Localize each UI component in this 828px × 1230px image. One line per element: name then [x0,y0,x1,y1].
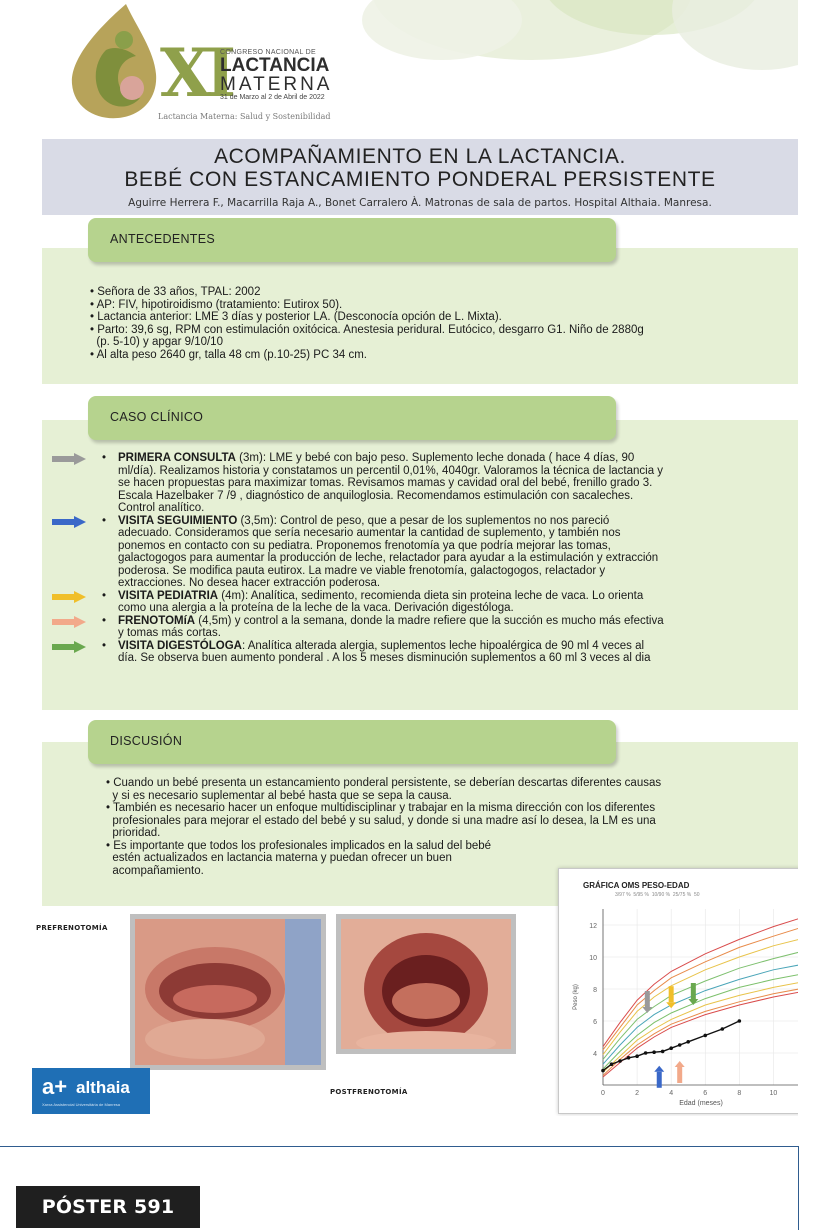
list-item: y si es necesario suplementar al bebé hasta que se sepa la causa. [106,789,452,802]
caso-item-text: (3m): LME y bebé con bajo peso. Suplemento leche donada ( hace 4 días, 90 [235,452,635,464]
event-arrow [645,991,650,1007]
legend-item: 3/97 % [615,892,631,898]
caso-item-frenotomia [52,615,776,640]
althaia-word: althaia [76,1078,130,1097]
discusion-heading: DISCUSIÓN [110,734,183,748]
caso-item-text: : Analítica alterada alergia, suplementos leche hipoalérgica de 90 ml 4 veces al [241,639,645,652]
logo-numeral: XI [160,34,231,112]
althaia-mark [42,1074,67,1100]
blue-arrow-icon [52,516,86,528]
caso-item-text: (4,5m) y control a la semana, donde la madre refiere que la succión es mucho más efectiva [195,614,664,627]
salmon-arrow-icon [52,616,86,628]
caso-item-seguimiento [52,515,776,590]
bullet-dot: • [102,639,107,652]
x-tick-label: 8 [737,1090,742,1097]
title-line-2: BEBÉ CON ESTANCAMIENTO PONDERAL PERSISTENTE [124,168,716,191]
logo-tagline: Lactancia Materna: Salud y Sostenibilidad [158,112,331,121]
baby-weight-point [635,1054,639,1058]
baby-weight-point [644,1051,648,1055]
bullet-dot: • [102,452,107,464]
event-arrow [691,983,696,999]
prefrenotomia-label: PREFRENOTOMÍA [36,924,108,932]
caso-item-title: VISITA SEGUIMIENTO [118,514,238,527]
caso-item-text: se hacen propuestas para maximizar tomas. Revisamos mamas y cavidad oral del bebé, frenillo grado 3. [118,477,653,489]
event-arrow-head [675,1061,685,1067]
list-item: prioridad. [106,827,161,839]
caso-item-text: como una alergia a la proteína de la leche de la vaca. Derivación digestóloga. [118,602,514,614]
bullet-dot: • [102,514,107,527]
caso-item-text: adecuado. Consideramos que sería necesario aumentar la cantidad de suplemento, y también nos [118,527,621,539]
baby-weight-point [738,1019,742,1023]
x-tick-label: 10 [769,1090,778,1097]
baby-weight-point [661,1050,665,1054]
event-arrow-head [654,1066,664,1072]
list-item: • También es necesario hacer un enfoque multidisciplinar y trabajar en la misma dirección con los diferentes [106,802,656,814]
title-line-1: ACOMPAÑAMIENTO EN LA LACTANCIA. [214,145,626,168]
discusion-list [106,777,661,877]
caso-tab [88,396,616,440]
y-axis-label: Peso (kg) [573,984,579,1010]
baby-weight-point [678,1043,682,1047]
caso-item-primera [52,452,776,515]
decorative-leaves [332,0,798,90]
event-arrow [669,986,674,1002]
baby-weight-point [686,1040,690,1044]
poster-number-label: PÓSTER 591 [16,1186,200,1228]
y-tick-label: 10 [589,955,597,962]
legend-item: 50 [694,892,700,898]
discusion-tab [88,720,616,764]
baby-mouth-image [135,919,321,1065]
baby-weight-point [601,1069,605,1073]
caso-item-text: Escala Hazelbaker 7 /9 , diagnóstico de anquiloglosia. Recomendamos estimulación con sacaleches. [118,489,634,502]
title-band [42,139,798,215]
caso-item-text: ponemos en contacto con su pediatra. Proponemos frenotomía ya que podría mejorar las tomas, [118,539,611,552]
caso-item-text: (4m): Analítica, sedimento, recomienda dieta sin proteina leche de vaca. Lo orienta [218,589,644,602]
x-tick-label: 6 [703,1090,708,1097]
logo-line-2: LACTANCIA [220,55,330,76]
list-item: • Es importante que todos los profesionales implicados en la salud del bebé [106,839,492,852]
baby-weight-point [652,1050,656,1054]
percentile-curve [603,983,798,1073]
congress-logo [66,0,386,130]
postfrenotomia-label: POSTFRENOTOMÍA [330,1088,408,1096]
mother-baby-drop-icon [66,0,162,120]
list-item: • AP: FIV, hipotiroidismo (tratamiento: Eutirox 50). [90,298,343,311]
legend-item: 10/90 % [651,892,671,898]
x-tick-label: 0 [601,1090,605,1097]
event-arrow [657,1072,662,1088]
antecedentes-tab [88,218,616,262]
caso-item-text: día. Se observa buen aumento ponderal . A los 5 meses disminución suplementos a 60 ml 3 veces al dia [118,652,651,664]
chart-plot [559,897,798,1113]
caso-list [52,452,776,665]
percentile-curve [603,992,798,1077]
caso-item-title: PRIMERA CONSULTA [118,452,236,464]
list-item: profesionales para mejorar el estado del bebé y su salud, y donde si una madre así lo desea, la LM es una [106,814,656,827]
baby-mouth-image [341,919,511,1049]
caso-item-text: (3,5m): Control de peso, que a pesar de los suplementos no nos pareció [237,514,610,527]
logo-texts [220,49,380,101]
poster [32,0,798,1116]
baby-weight-point [669,1046,673,1050]
althaia-a: a [42,1074,55,1099]
list-item: • Cuando un bebé presenta un estancamiento ponderal persistente, se deberían descartas diferentes causas [106,777,662,789]
caso-item-text: ml/día). Realizamos historia y constatamos un percentil 0,01%, 4040gr. Valoramos la técnica de lactancia y [118,464,664,477]
green-arrow-icon [52,641,86,653]
caso-item-title: FRENOTOMíA [118,614,196,627]
caso-item-text: poderosa. Se modifica pauta eutirox. La madre ve viable frenotomía, galactogogos, relactador y [118,564,606,577]
x-tick-label: 4 [669,1090,674,1097]
logo-line-3: MATERNA [220,74,333,95]
legend-item: 5/95 % [633,892,649,898]
event-arrow-head [642,1007,652,1013]
y-tick-label: 12 [589,923,597,930]
list-item: estén actualizados en lactancia materna y puedan ofrecer un buen [106,852,452,864]
caso-item-title: VISITA PEDIATRIA [118,589,219,602]
caso-item-title: VISITA DIGESTÓLOGA [118,639,242,652]
list-item: • Señora de 33 años, TPAL: 2002 [90,286,261,298]
baby-weight-point [618,1059,622,1063]
list-item: acompañamiento. [106,864,204,877]
list-item: (p. 5-10) y apgar 9/10/10 [90,336,223,348]
caso-item-text: extracciones. No desea hacer extracción poderosa. [118,577,381,589]
x-tick-label: 2 [635,1090,640,1097]
chart-title: GRÁFICA OMS PESO-EDAD [583,881,690,890]
logo-line-1: CONGRESO NACIONAL DE [220,49,316,56]
baby-weight-point [610,1062,614,1066]
caso-item-text: y tomas más cortas. [118,627,221,639]
authors: Aguirre Herrera F., Macarrilla Raja A., Bonet Carralero À. Matronas de sala de partos. Hospital Althaia. Manresa. [128,197,712,209]
prefrenotomia-photo [130,914,326,1070]
antecedentes-heading: ANTECEDENTES [110,232,216,246]
y-tick-label: 6 [593,1019,597,1026]
gray-arrow-icon [52,453,86,465]
caso-heading: CASO CLÍNICO [110,410,204,424]
baby-weight-point [703,1034,707,1038]
bullet-dot: • [102,589,107,602]
list-item: • Al alta peso 2640 gr, talla 48 cm (p.10-25) PC 34 cm. [90,348,367,361]
althaia-logo [32,1068,150,1114]
antecedentes-list [90,286,644,361]
caso-item-text: galactogogos para aumentar la producción de leche, relactador para ayudar a la estimulación y extracción [118,552,659,564]
y-tick-label: 4 [593,1051,597,1058]
yellow-arrow-icon [52,591,86,603]
baby-weight-point [721,1027,725,1031]
caso-item-text: Control analítico. [118,502,205,514]
baby-weight-point [627,1056,631,1060]
logo-dates: 31 de Marzo al 2 de Abril de 2022 [220,94,325,101]
althaia-plus: + [54,1074,68,1099]
y-tick-label: 8 [593,987,597,994]
list-item: • Parto: 39,6 sg, RPM con estimulación oxitócica. Anestesia peridural. Eutócico, desgarro G1. Niño de 2880g [90,323,644,336]
caso-item-pediatria [52,590,776,615]
legend-item: 25/75 % [672,892,692,898]
event-arrow [677,1067,682,1083]
caso-item-digestologa [52,640,776,665]
x-axis-label: Edad (meses) [679,1100,723,1107]
weight-age-chart [558,868,798,1114]
bullet-dot: • [102,614,107,627]
postfrenotomia-photo [336,914,516,1054]
althaia-subtitle: Xarxa Assistencial Universitària de Manresa [42,1102,121,1107]
list-item: • Lactancia anterior: LME 3 días y posterior LA. (Desconocía opción de L. Mixta). [90,311,502,323]
